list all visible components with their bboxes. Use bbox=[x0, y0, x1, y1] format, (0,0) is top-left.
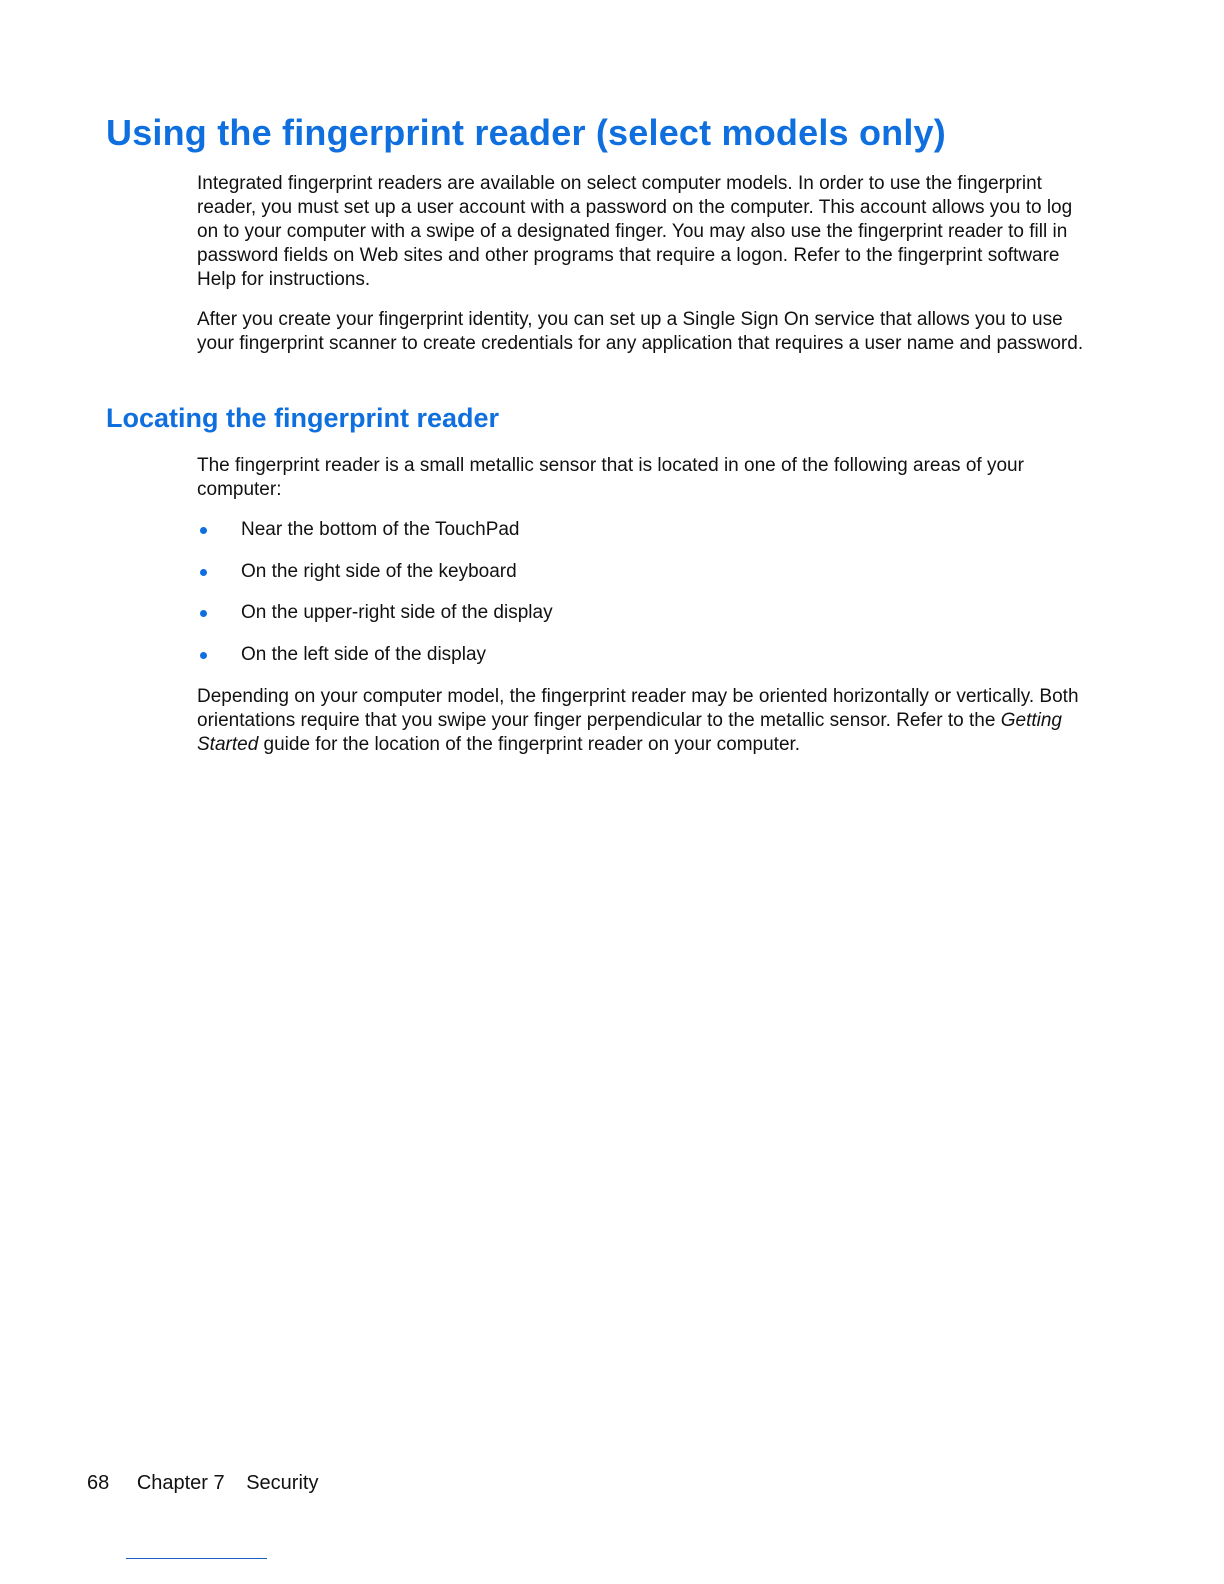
list-item-text: Near the bottom of the TouchPad bbox=[241, 519, 520, 540]
single-sign-on-paragraph bbox=[197, 308, 1097, 356]
list-item bbox=[197, 601, 553, 625]
intro-text: Integrated fingerprint readers are available on select computer models. In order to use the fingerprint reader, you must set up a user account with a password on the computer. This account allows you to log on to your computer with a swipe of a designated finger. You may also use the fingerprint reader to fill in password fields on Web sites and other programs that require a logon. Refer to the fingerprint software Help for instructions. bbox=[197, 173, 1073, 290]
list-item-text: On the right side of the keyboard bbox=[241, 560, 517, 582]
bullet-icon bbox=[200, 569, 207, 576]
list-item bbox=[197, 643, 553, 667]
list-item bbox=[197, 518, 553, 542]
guide-title[interactable]: Getting Started bbox=[197, 710, 1062, 755]
single-sign-on-text: After you create your fingerprint identity, you can set up a Single Sign On service that allows you to use your fingerprint scanner to create credentials for any application that requires a user name and password. bbox=[197, 309, 1084, 354]
intro-paragraph bbox=[197, 172, 1097, 292]
page-footer bbox=[87, 1472, 318, 1495]
bullet-icon bbox=[200, 527, 207, 534]
footer-divider bbox=[126, 1558, 267, 1559]
chapter-label: Chapter 7 bbox=[136, 1472, 225, 1494]
location-intro-text: The fingerprint reader is a small metallic sensor that is located in one of the following areas of your computer: bbox=[197, 455, 1024, 500]
list-item-text: On the left side of the display bbox=[241, 643, 487, 665]
orientation-text-end: guide for the location of the fingerprint reader on your computer. bbox=[258, 734, 801, 755]
section-label: Security bbox=[246, 1472, 319, 1494]
bullet-icon bbox=[200, 652, 207, 659]
bullet-icon bbox=[200, 610, 207, 617]
orientation-text bbox=[197, 685, 1097, 757]
list-item bbox=[197, 560, 553, 584]
list-item-text: On the upper-right side of the display bbox=[241, 602, 553, 623]
main-heading: Using the fingerprint reader (select models only) bbox=[106, 112, 946, 153]
orientation-text-start: Depending on your computer model, the fingerprint reader may be oriented horizontally or vertically. Both orientations require that you swipe your finger perpendicular to the metallic sensor. Refer to the bbox=[197, 686, 1079, 731]
orientation-paragraph bbox=[197, 685, 1097, 757]
sub-heading: Locating the fingerprint reader bbox=[106, 403, 500, 433]
location-intro-paragraph bbox=[197, 454, 1097, 502]
location-list bbox=[197, 518, 553, 684]
page-number: 68 bbox=[87, 1472, 110, 1494]
